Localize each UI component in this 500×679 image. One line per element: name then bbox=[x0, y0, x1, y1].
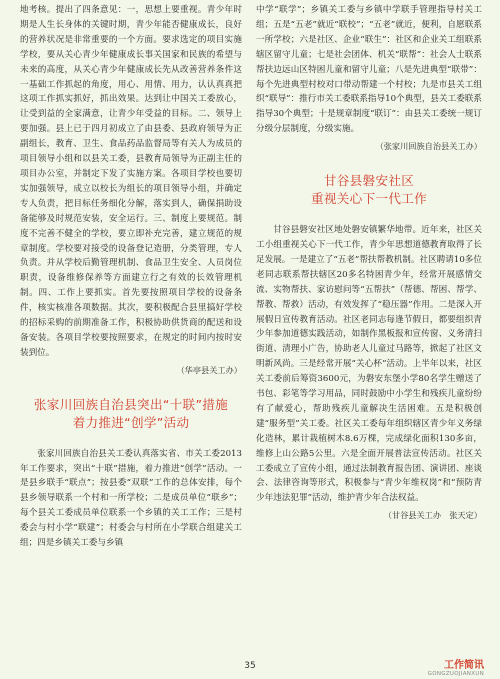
article-signature: （张家川回族自治县关工办） bbox=[375, 141, 482, 152]
article-paragraph: 张家川回族自治县关工委认真落实省、市关工委2013年工作要求，突出“十联”措施，着力推进“创学”活动。一是县乡联手“联点”；按县委“双联”工作的总体安排，每个县乡领导联系一个村和一所学校；二是成员单位“联乡”；每个县关工委成员单位联系一个乡镇的关工工作；三是村委会与村小学“联建”；村委会与村所在小学联合组建关工组；四是乡镇关工委与乡镇 bbox=[20, 448, 242, 549]
article-signature: （甘谷县关工办 张天定） bbox=[383, 510, 482, 521]
right-column bbox=[256, 3, 482, 523]
article-title-line: 张家川回族自治县突出“十联”措施 bbox=[33, 396, 229, 412]
article-title-line: 着力推进“创学”活动 bbox=[72, 414, 190, 430]
article-paragraph: 中学“联学”；乡镇关工委与乡镇中学联手管理指导村关工组；五是“五老”就近“联校”；“五老”就近，便利，自愿联系一所学校；六是社区、企业“联生”：社区和企业关工组联系辖区留守儿童；七是社会团体、机关“联帮”：社会人士联系帮扶边远山区特困儿童和留守儿童；八是先进典型“联带”：每个先进典型村校对口带动帮建一个村校；九是市县关工组织“联导”：推行市关工委联系指导10个典型，县关工委联系指导30个典型；十是规章制度“联订”：由县关工委统一规订分级分层制度，分级实施。 bbox=[256, 5, 482, 135]
article-title-line: 重视关心下一代工作 bbox=[310, 191, 428, 207]
article-paragraph: 地考核。提出了四条意见：一，思想上要重视。青少年时期是人生长身体的关键时期，青少年能否健康成长，良好的营养状况是非常重要的一个方面。要求选定的项目实施学校，要从关心青少年健康成长事关国家和民族的希望与未来的高度，从关心青少年健康成长先从改善营养条件这一基础工作抓起的角度，用心、用情、用力，认认真真把这项工作抓实抓好，抓出效果。达到让中国关工委放心，让受到益的全家满意，让青少年受益的目标。二、领导上要加强。县上已于四月初成立了由县委、县政府领导为正副组长，教育、卫生、食品药品监督局等有关人为成员的项目领导小组和以县关工委，县教育局领导为正副主任的项目办公室，并制定下发了实施方案。各项目学校也要切实加强领导，成立以校长为组长的项目领导小组，并确定专人负责，把目标任务细化分解，落实到人，确保捐助设备能够及时规范安装，安全运行。三、制度上要规范。制度不完善不健全的学校，要立即补充完善，建立规范的规章制度。学校要对接受的设备登记造册，分类管理，专人负责。并从学校后勤管理机制、食品卫生安全、人员岗位职责，设备维修保养等方面建立行之有效的长效管理机制。四、工作上要抓实。首先要按照项目学校的设备条件，核实核准各项数据。其次，要积极配合县里搞好学校的招标采购的前期准备工作，积极协助供货商的配送和设备安装。各项目学校要按照要求，在规定的时间内按时安装到位。 bbox=[20, 5, 242, 358]
page-number: 35 bbox=[244, 661, 256, 671]
article-signature: （华亭县关工办） bbox=[176, 364, 242, 375]
article-title-line: 甘谷县磐安社区 bbox=[323, 173, 415, 189]
section-brand-pinyin: GONGZUOJIANXUN bbox=[427, 671, 484, 677]
section-brand bbox=[428, 656, 484, 677]
section-brand-title: 工作简讯 bbox=[444, 660, 484, 671]
left-column bbox=[20, 3, 242, 551]
article-paragraph: 甘谷县磐安社区地处磐安镇繁华地带。近年来，社区关工小组重视关心下一代工作，青少年思想道德教育取得了长足发展。一是建立了“五老”帮扶帮教机制。社区聘请10多位老同志联系帮扶辖区20多名特困青少年，经常开展感情交流、实物帮扶、家访慰问等“五帮扶”（帮德、帮困、帮学、帮教、帮救）活动，有效发挥了“稳压器”作用。二是深入开展假日宣传教育活动。社区老同志每逢节假日，都要组织青少年参加道德实践活动，如制作黑板报和宣传窗、义务清扫街道、清理小广告，协助老人儿童过马路等，掀起了社区文明新风尚。三是经常开展“关心杯”活动。上半年以来，社区关工委前后筹资3600元，为磐安东堡小学80名学生赠送了书包、彩笔等学习用品，同时鼓励中小学生和残疾儿童纷纷有了献爱心，帮助残疾儿童解决生活困难。五是积极创建“服务型”关工委。社区关工委每年组织辖区青少年义务绿化造林，累计栽植树木8.6万棵，完成绿化面积130多亩，维修上山公路5公里。六是全面开展普法宣传活动。社区关工委成立了宣传小组，通过法制教育报告团、演讲团、座谈会、法律咨询等形式，积极参与“青少年维权岗”和“预防青少年违法犯罪”活动，维护青少年合法权益。 bbox=[256, 225, 482, 504]
